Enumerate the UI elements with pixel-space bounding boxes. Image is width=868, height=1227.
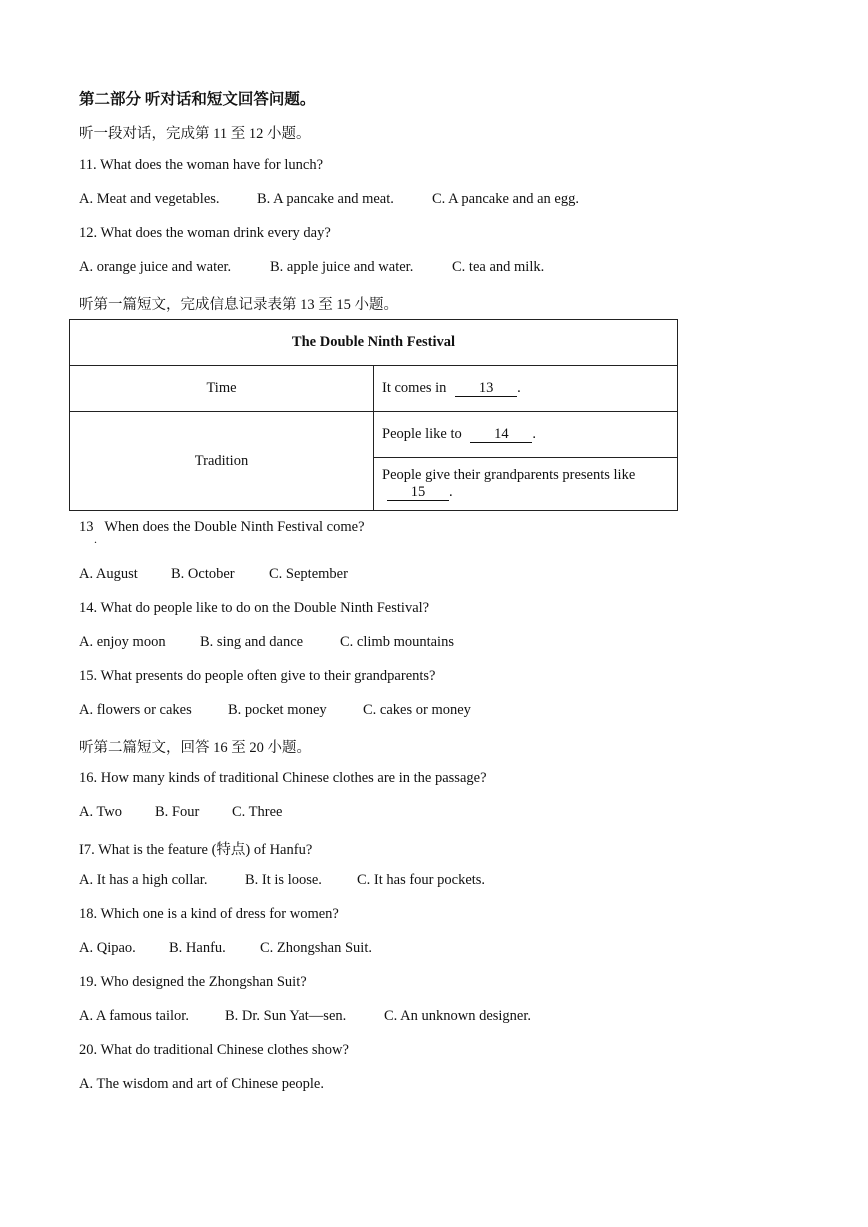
question-11: 11. What does the woman have for lunch? bbox=[79, 157, 324, 173]
question-20: 20. What do traditional Chinese clothes show? bbox=[79, 1042, 349, 1058]
option-b: B. Hanfu. bbox=[169, 940, 226, 956]
option-b: B. sing and dance bbox=[200, 634, 304, 650]
tradition-1-text: People like to bbox=[382, 425, 462, 442]
option-b: B. October bbox=[171, 566, 235, 582]
option-b: B. pocket money bbox=[228, 702, 327, 718]
option-a: A. Meat and vegetables. bbox=[79, 191, 220, 207]
blank-15: 15 bbox=[387, 485, 449, 502]
blank-14: 14 bbox=[470, 427, 532, 444]
option-a: A. flowers or cakes bbox=[79, 702, 192, 718]
options-18 bbox=[79, 940, 372, 957]
question-13-dot: . bbox=[94, 532, 97, 546]
question-number: 13 bbox=[79, 519, 94, 535]
option-c: C. Zhongshan Suit. bbox=[260, 940, 372, 956]
question-14: 14. What do people like to do on the Double Ninth Festival? bbox=[79, 600, 430, 616]
option-a: A. August bbox=[79, 566, 138, 582]
options-16 bbox=[79, 804, 282, 821]
tradition-cell-2 bbox=[374, 458, 678, 511]
tradition-label: Tradition bbox=[70, 412, 374, 511]
section-title: 第二部分 听对话和短文回答问题。 bbox=[79, 91, 316, 108]
option-c: C. A pancake and an egg. bbox=[432, 191, 579, 207]
tradition-2-text: People give their grandparents presents like bbox=[382, 466, 636, 483]
options-20 bbox=[79, 1076, 324, 1093]
option-a: A. enjoy moon bbox=[79, 634, 166, 650]
question-13 bbox=[79, 519, 365, 536]
option-a: A. A famous tailor. bbox=[79, 1008, 189, 1024]
option-a: A. Two bbox=[79, 804, 123, 820]
question-16: 16. How many kinds of traditional Chinese clothes are in the passage? bbox=[79, 770, 487, 786]
option-b: B. apple juice and water. bbox=[270, 259, 414, 275]
option-a: A. Qipao. bbox=[79, 940, 136, 956]
option-b: B. Dr. Sun Yat—sen. bbox=[225, 1008, 347, 1024]
option-b: B. A pancake and meat. bbox=[257, 191, 394, 207]
option-a: A. It has a high collar. bbox=[79, 872, 208, 888]
question-12: 12. What does the woman drink every day? bbox=[79, 225, 331, 241]
options-14 bbox=[79, 634, 454, 651]
option-a: A. orange juice and water. bbox=[79, 259, 232, 275]
info-record-table bbox=[69, 319, 678, 511]
period: . bbox=[449, 483, 453, 500]
option-c: C. cakes or money bbox=[363, 702, 471, 718]
option-c: C. tea and milk. bbox=[452, 259, 545, 275]
table-title: The Double Ninth Festival bbox=[70, 320, 678, 366]
instruction-dialogue: 听一段对话，完成第 11 至 12 小题。 bbox=[79, 126, 311, 142]
question-15: 15. What presents do people often give to their grandparents? bbox=[79, 668, 436, 684]
options-12 bbox=[79, 259, 544, 276]
option-c: C. Three bbox=[232, 804, 283, 820]
option-b: B. Four bbox=[155, 804, 200, 820]
time-cell bbox=[374, 366, 678, 412]
option-c: C. climb mountains bbox=[340, 634, 454, 650]
question-18: 18. Which one is a kind of dress for women? bbox=[79, 906, 339, 922]
period: . bbox=[532, 425, 536, 442]
options-19 bbox=[79, 1008, 531, 1025]
tradition-cell-1 bbox=[374, 412, 678, 458]
period: . bbox=[517, 379, 521, 396]
instruction-passage-1: 听第一篇短文，完成信息记录表第 13 至 15 小题。 bbox=[79, 297, 398, 313]
question-17: I7. What is the feature (特点) of Hanfu? bbox=[79, 842, 313, 858]
option-c: C. September bbox=[269, 566, 348, 582]
options-11 bbox=[79, 191, 579, 208]
options-17 bbox=[79, 872, 485, 889]
option-b: B. It is loose. bbox=[245, 872, 322, 888]
instruction-passage-2: 听第二篇短文，回答 16 至 20 小题。 bbox=[79, 740, 311, 756]
question-text: When does the Double Ninth Festival come? bbox=[104, 519, 365, 535]
option-c: C. It has four pockets. bbox=[357, 872, 486, 888]
options-15 bbox=[79, 702, 471, 719]
time-label: Time bbox=[70, 366, 374, 412]
option-a: A. The wisdom and art of Chinese people. bbox=[79, 1076, 324, 1092]
blank-13: 13 bbox=[455, 381, 517, 398]
question-19: 19. Who designed the Zhongshan Suit? bbox=[79, 974, 307, 990]
option-c: C. An unknown designer. bbox=[384, 1008, 532, 1024]
options-13 bbox=[79, 566, 348, 583]
time-text: It comes in bbox=[382, 379, 447, 396]
